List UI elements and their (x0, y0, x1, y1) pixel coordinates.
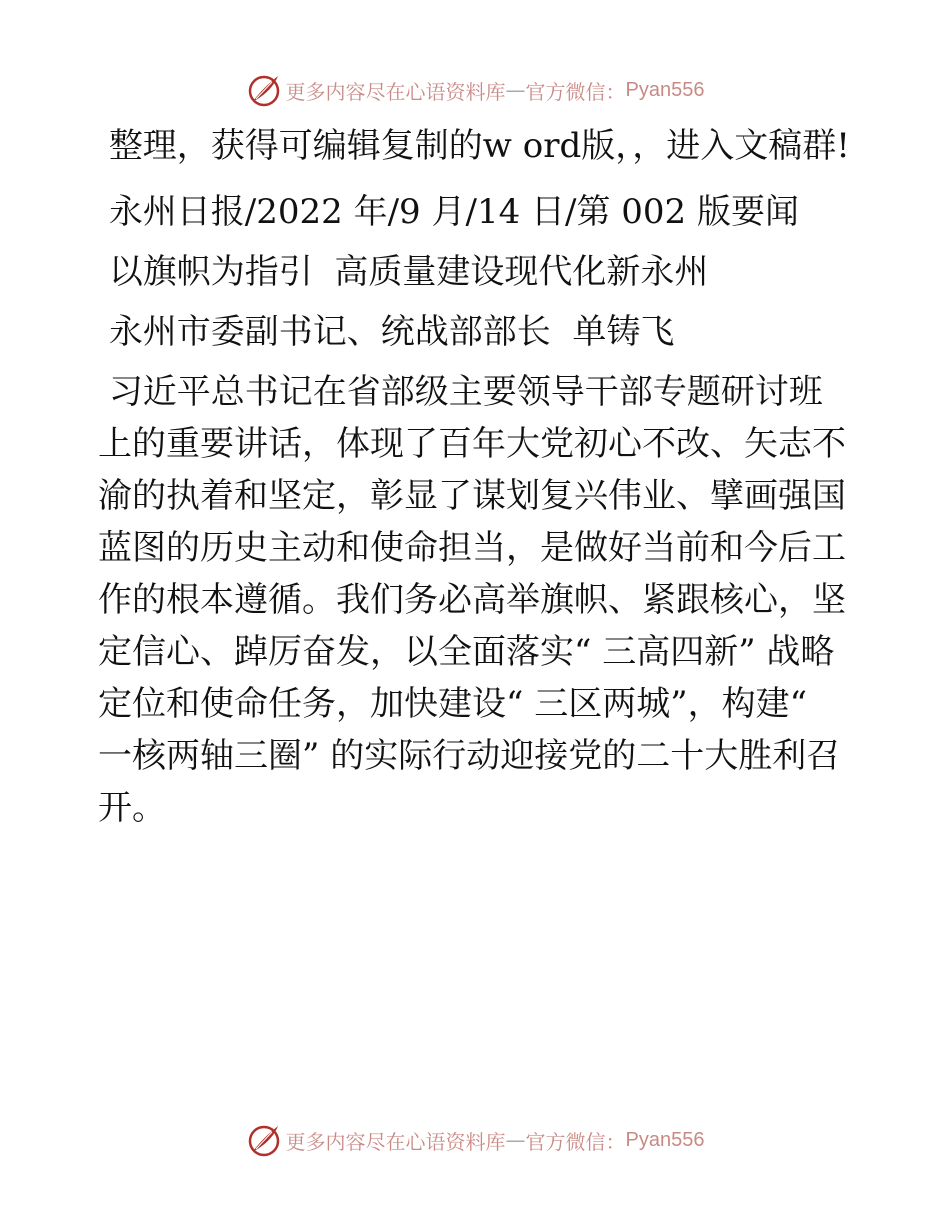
article-author: 永州市委副书记、统战部部长 单铸飞 (98, 312, 675, 352)
publication-meta: 永州日报/2022 年/9 月/14 日/第 002 版要闻 (98, 192, 799, 232)
watermark-separator: — (505, 78, 526, 102)
article-title: 以旗帜为指引 高质量建设现代化新永州 (98, 252, 709, 292)
feather-pen-logo-icon (246, 72, 282, 108)
watermark-label: 官方微信： (525, 1129, 626, 1154)
intro-paragraph: 整理，获得可编辑复制的w ord版，，进入文稿群! (98, 126, 850, 166)
feather-pen-logo-icon (246, 1122, 282, 1158)
article-paragraph: 习近平总书记在省部级主要领导干部专题研讨班上的重要讲话，体现了百年大党初心不改、矢志不渝的执着和坚定，彰显了谋划复兴伟业、擘画强国蓝图的历史主动和使命担当，是做好当前和今后工作的根本遵循。我们务必高举旗帜、紧跟核心，坚定信心、踔厉奋发，以全面落实“ 三高四新” 战略定位和使命任务，加快建设“ 三区两城”，构建“ 一核两轴三圈” 的实际行动迎接党的二十大胜利召开。 (98, 372, 846, 828)
watermark-text: 更多内容尽在心语资料库 (285, 79, 506, 104)
watermark-label: 官方微信： (525, 79, 626, 104)
watermark-id: Pyan556 (625, 78, 705, 101)
document-body (98, 120, 850, 834)
footer-watermark (0, 1120, 950, 1160)
watermark-separator: — (505, 1128, 526, 1152)
watermark-id: Pyan556 (625, 1128, 705, 1151)
header-watermark (0, 70, 950, 110)
watermark-text: 更多内容尽在心语资料库 (285, 1129, 506, 1154)
